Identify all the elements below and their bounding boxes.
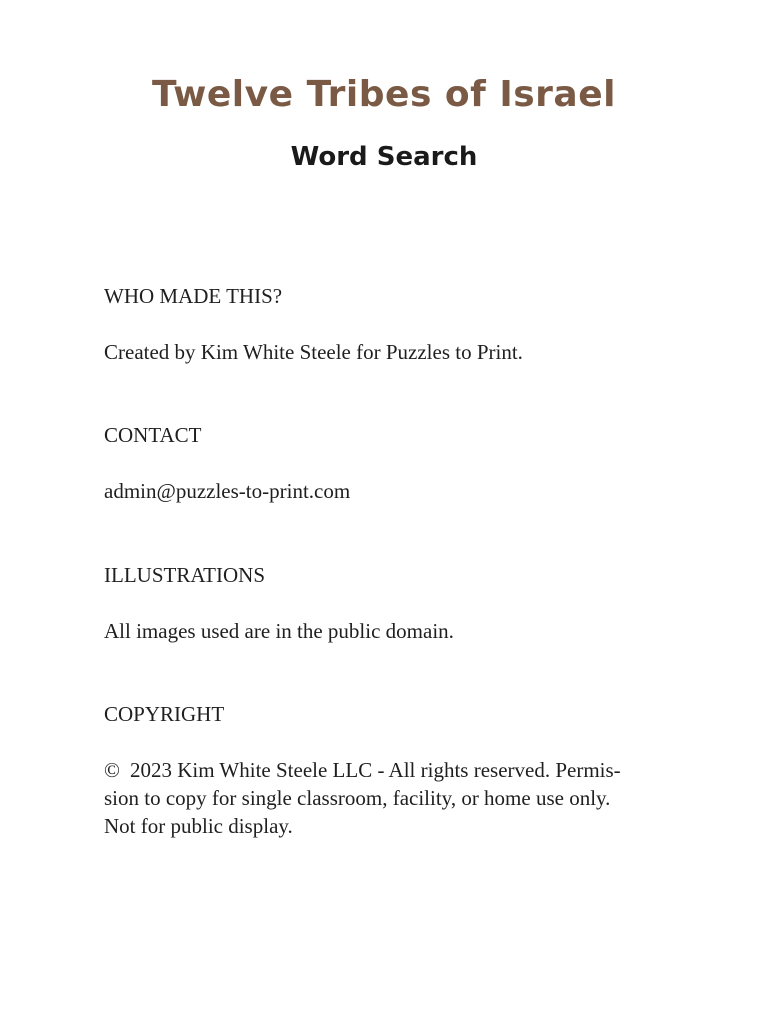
illustrations-heading: ILLUSTRATIONS: [104, 563, 265, 587]
page-subtitle: Word Search: [290, 142, 478, 172]
contact-email: admin@puzzles-to-print.com: [104, 479, 351, 503]
copyright-symbol: ©: [104, 758, 120, 782]
copyright-line-1-text: 2023 Kim White Steele LLC - All rights reserved. Permis-: [129, 758, 621, 782]
who-heading: WHO MADE THIS?: [104, 284, 283, 308]
copyright-line-3: Not for public display.: [104, 814, 293, 838]
contact-heading: CONTACT: [104, 423, 202, 447]
copyright-line-1: [104, 756, 664, 784]
who-text: Created by Kim White Steele for Puzzles to Print.: [104, 340, 523, 364]
copyright-line-2: sion to copy for single classroom, facility, or home use only.: [104, 786, 611, 810]
illustrations-text: All images used are in the public domain.: [104, 619, 454, 643]
copyright-paragraph: [104, 756, 664, 840]
page-title: Twelve Tribes of Israel: [152, 74, 616, 115]
copyright-heading: COPYRIGHT: [104, 702, 225, 726]
